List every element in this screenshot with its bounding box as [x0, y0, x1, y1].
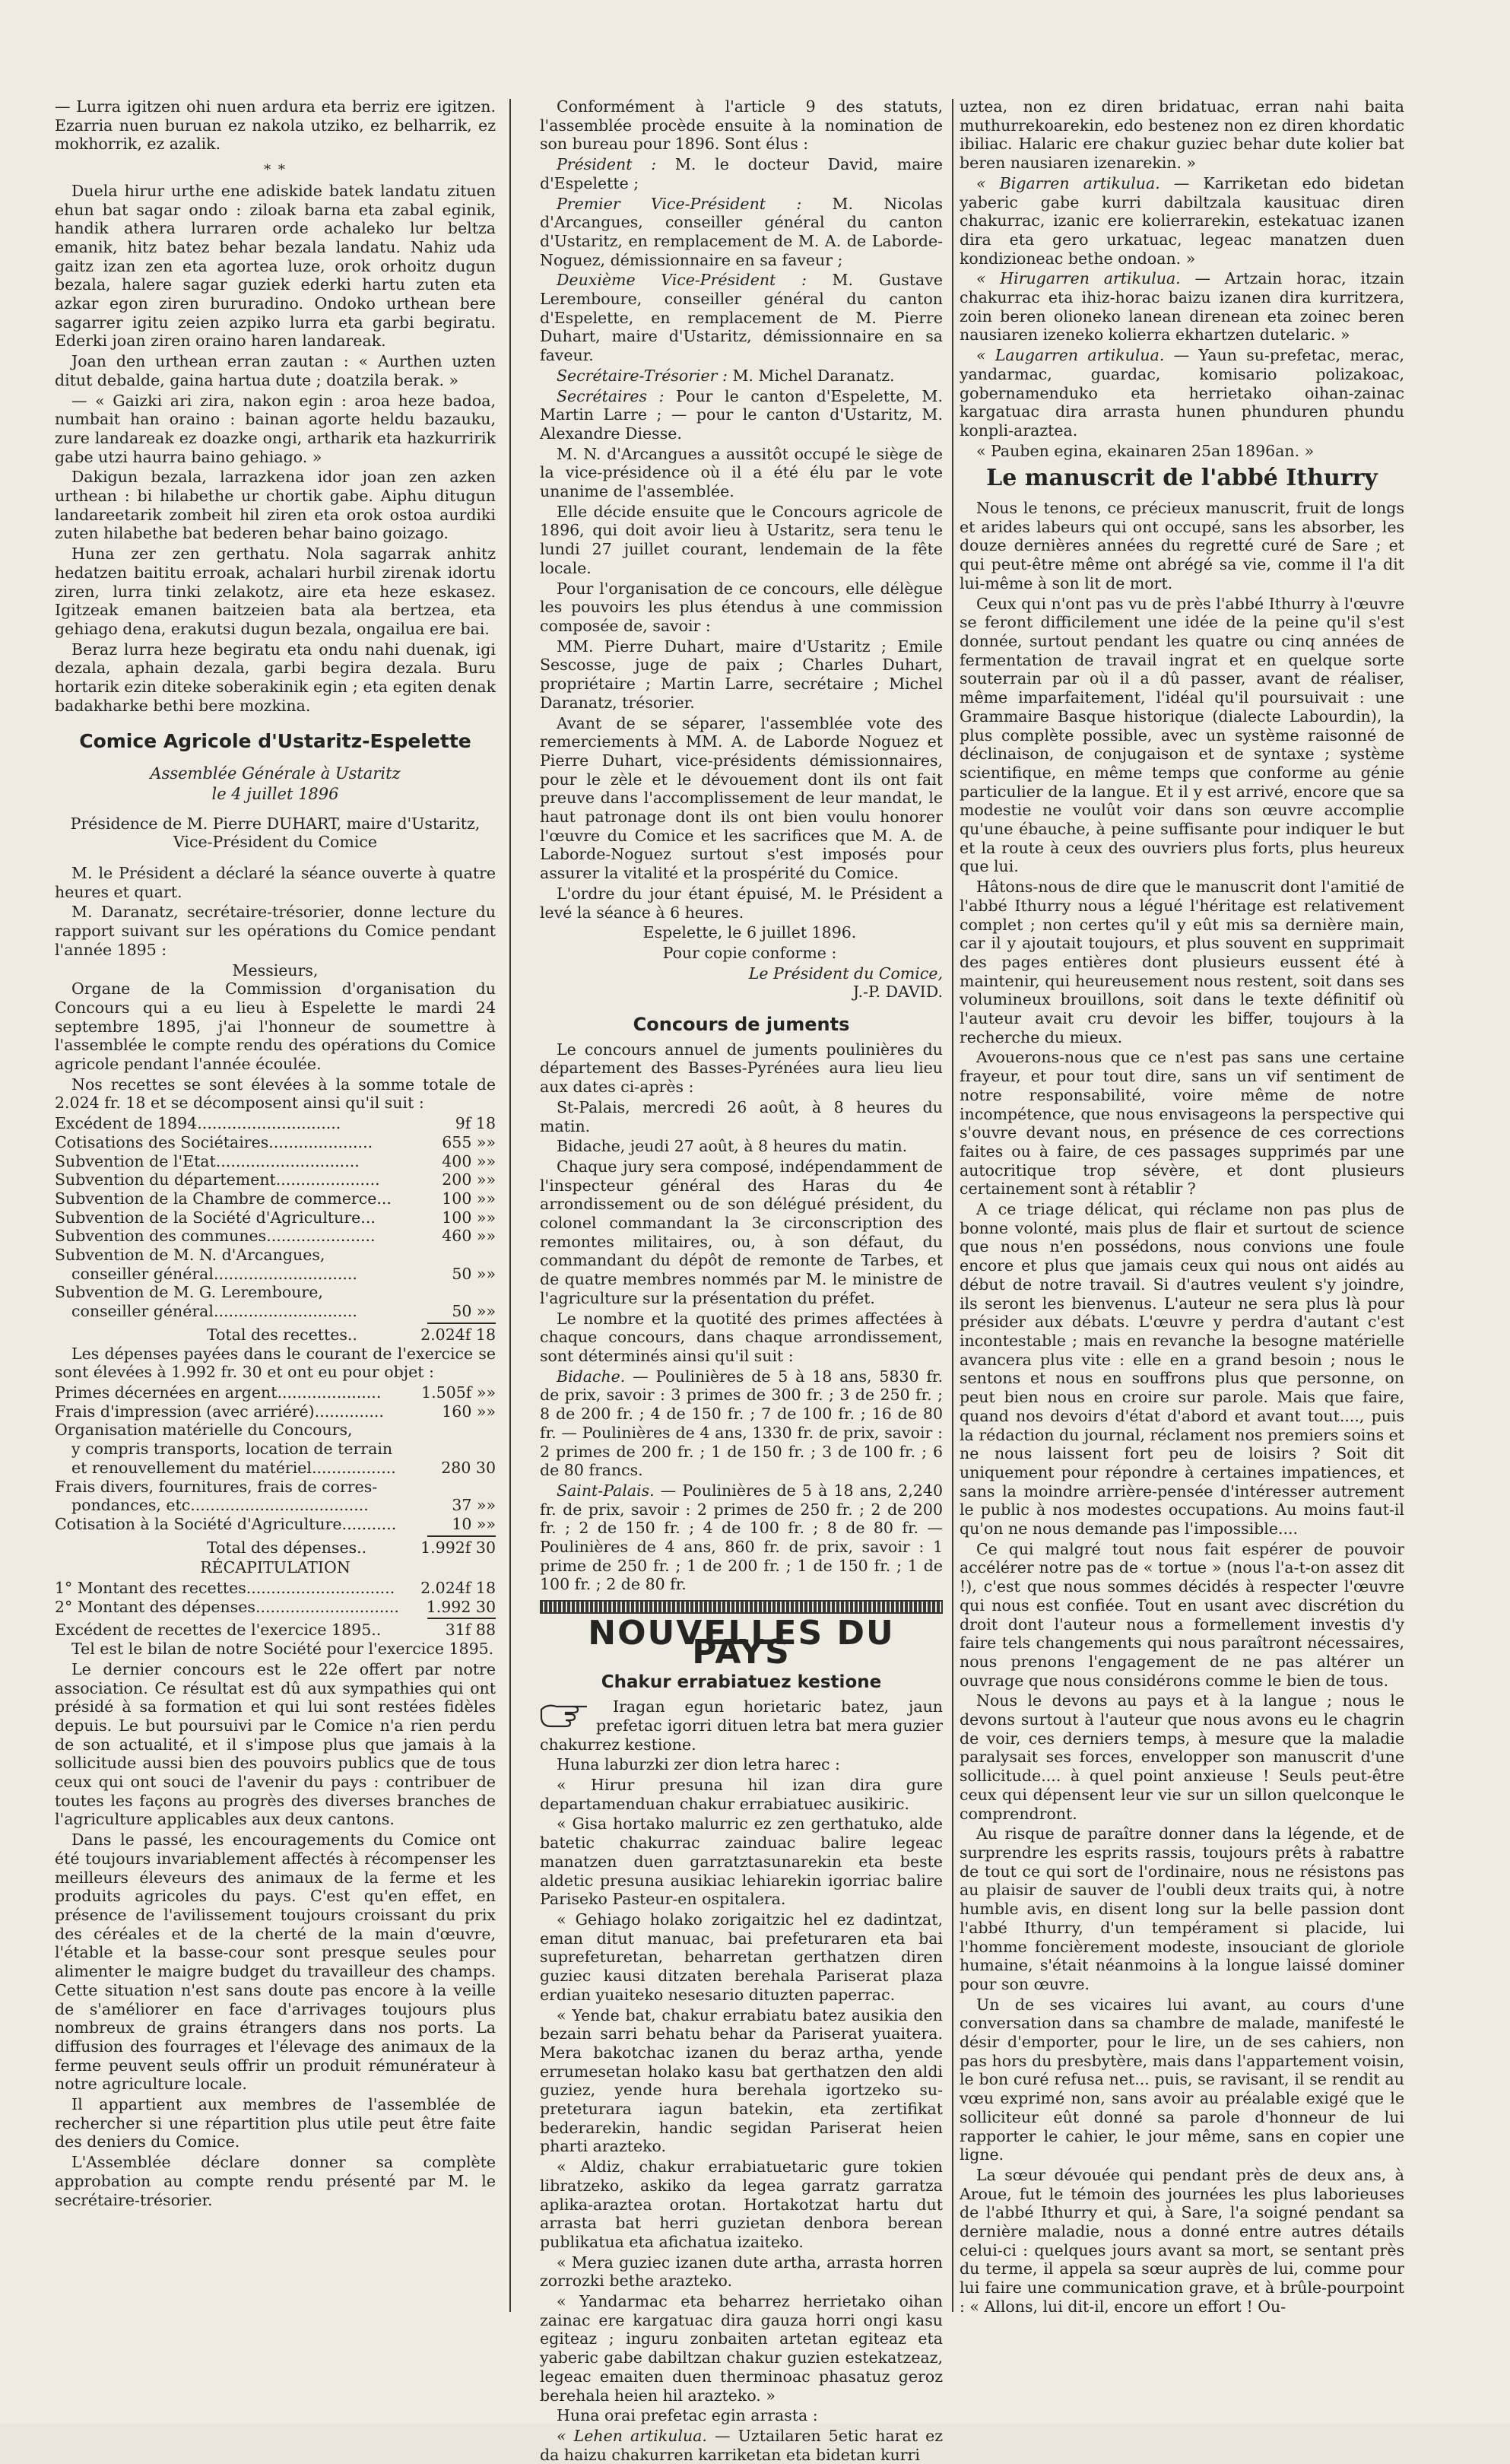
- row-value: 100 »»: [442, 1189, 496, 1208]
- recap-heading: RÉCAPITULATION: [200, 1558, 351, 1577]
- heading-manuscrit: Le manuscrit de l'abbé Ithurry: [986, 465, 1378, 492]
- paragraph: — Lurra igitzen ohi nuen ardura eta berriz ere igitzen. Ezarria nuen buruan ez nakola utziko, ez belharrik, ez mokhorrik, ez azalik.: [55, 97, 496, 154]
- column-1: [55, 97, 496, 2394]
- paragraph: « Mera guziec izanen dute artha, arrasta horren zorrozki bethe arazteko.: [540, 2253, 943, 2291]
- row-value: 100 »»: [442, 1208, 496, 1227]
- copy-line: Pour copie conforme :: [662, 943, 837, 962]
- row-value: 9f 18: [455, 1114, 496, 1133]
- total-value: 1.992f 30: [420, 1538, 496, 1557]
- subheading-date: le 4 juillet 1896: [211, 784, 339, 803]
- paragraph: — « Gaizki ari zira, nakon egin : aroa heze badoa, numbait han oraino : bainan agorte heldu bazauku, zure landareak ez doazke ongi, artharik eta hazkurririk gabe utzi haurra baino gehiago. »: [55, 391, 496, 466]
- paragraph: uztea, non ez diren bridatuac, erran nahi baita muthurrekoarekin, edo bestenez non ez diren khordatic ibiliac. Halaric ere chakur guziec behar dute kolier bat beren nausiaren izenarekin. »: [960, 97, 1404, 173]
- heading-comice: Comice Agricole d'Ustaritz-Espelette: [79, 729, 471, 752]
- total-value: 2.024f 18: [420, 1325, 496, 1344]
- paragraph: L'Assemblée déclare donner sa complète approbation au compte rendu présenté par M. le secrétaire-trésorier.: [55, 2153, 496, 2209]
- signature-title: Le Président du Comice,: [748, 964, 943, 983]
- paragraph: Avant de se séparer, l'assemblée vote des remerciements à MM. A. de Laborde Noguez et Pierre Duhart, vice-présidents démissionnaires, pour le zèle et le dévouement dont ils ont fait preuve dans l'accomplissement de leur mandat, le haut patronage dont ils ont bien voulu honorer l'œuvre du Comice et les sacrifices que M. A. de Laborde-Noguez surtout s'est imposés pour assurer la vitalité et la prospérité du Comice.: [540, 713, 943, 883]
- role-label: Président :: [557, 155, 657, 174]
- total-row: [55, 1621, 496, 1640]
- table-row: [55, 1152, 496, 1171]
- recettes-table: [55, 1114, 496, 1344]
- role-label: Secrétaires :: [557, 386, 665, 405]
- paragraph: [540, 195, 943, 270]
- dateline: Espelette, le 6 juillet 1896.: [642, 923, 857, 942]
- paragraph: A ce triage délicat, qui réclame non pas plus de bonne volonté, mais plus de flair et surtout de science que nous n'en possédons, nous convions une foule encore et plus que jamais ceux qui nous ont aidés au début de notre travail. Si d'autres veulent s'y joindre, ils seront les bienvenus. L'auteur ne sera plus là pour présider aux débats. L'œuvre y perdra d'autant c'est incontestable ; mais en revanche la besogne matérielle avancera plus vite : elle en a grand besoin ; nous le sentons et nous en souffrons plus que personne, on peut bien nous en croire sur parole. Mais que faire, quand nos devoirs d'état d'abord et avant tout...., puis la rédaction du journal, réclament nos premiers soins et ne nous laissent fort peu de loisirs ? Soit dit uniquement pour répondre à certaines impatiences, et sans la moindre arrière-pensée d'intéresser autrement le public à nos modestes occupations. Au moins faut-il qu'on ne nous demande pas l'impossible....: [960, 1200, 1404, 1538]
- row-label: Subvention de M. G. Leremboure,: [55, 1283, 323, 1302]
- row-label: Subvention de la Chambre de commerce...: [55, 1189, 392, 1208]
- row-label: Subvention de l'Etat.............................: [55, 1151, 360, 1170]
- row-label: conseiller général.............................: [71, 1302, 357, 1321]
- table-row: [55, 1265, 496, 1284]
- table-row: [55, 1459, 496, 1478]
- paragraph: Les dépenses payées dans le courant de l'exercice se sont élevées à 1.992 fr. 30 et ont eu pour objet :: [55, 1344, 496, 1382]
- sum-rule: [427, 1535, 496, 1537]
- row-label: Cotisation à la Société d'Agriculture...........: [55, 1514, 397, 1533]
- paragraph: Beraz lurra heze begiratu eta ondu nahi duenak, igi dezala, aphain dezala, garbi begira dezala. Buru hortarik ezin diteke soberakinik egin ; eta egiten denak badakharke bethi bere mozkina.: [55, 640, 496, 715]
- paragraph: La sœur dévouée qui pendant près de deux ans, à Aroue, fut le témoin des journées les plus laborieuses de l'abbé Ithurry et qui, à Sare, l'a soigné pendant sa dernière maladie, nous a donné entre autres détails celui-ci : quelques jours avant sa mort, se sentant près du terme, il appela sa sœur auprès de lui, comme pour lui faire une communication grave, et à brûle-pourpoint : « Allons, lui dit-il, encore un effort ! Ou-: [960, 2165, 1404, 2316]
- role-text: M. Gustave Leremboure, conseiller général du canton d'Espelette, en remplacement de M. Pierre Duhart, maire d'Ustaritz, démissionnaire en sa faveur.: [540, 271, 943, 365]
- paragraph: [960, 174, 1404, 268]
- table-row: [55, 1227, 496, 1246]
- paragraph: Hâtons-nous de dire que le manuscrit dont l'amitié de l'abbé Ithurry nous a légué l'héritage est relativement complet ; non certes qu'il y eût mis sa dernière main, car il y ajoutait toujours, et plus souvent en supprimait des pages entières dont plusieurs eussent été à maintenir, qui heureusement nous restent, soit dans ses volumineux brouillons, soit dans le texte définitif où l'auteur avait cru devoir les biffer, toujours à la recherche du mieux.: [960, 878, 1404, 1046]
- total-label: Total des dépenses..: [207, 1538, 367, 1557]
- paragraph: Dans le passé, les encouragements du Comice ont été toujours invariablement affectés à récompenser les meilleurs éleveurs des animaux de la ferme et les produits agricoles du pays. C'est qu'en effet, en présence de l'avilissement toujours croissant du prix des céréales et de la cherté de la main d'œuvre, l'étable et la basse-cour sont presque seules pour alimenter le maigre budget du travailleur des champs. Cette situation n'est sans doute pas encore à la veille de s'améliorer en face d'arrivages toujours plus nombreux de grains étrangers dans nos ports. La diffusion des fourrages et l'élevage des animaux de la ferme peuvent seuls offrir un produit rémunérateur à notre agriculture locale.: [55, 1831, 496, 2094]
- paragraph: [540, 387, 943, 443]
- paragraph: Organe de la Commission d'organisation du Concours qui a eu lieu à Espelette le mardi 24 septembre 1895, j'ai l'honneur de soumettre à l'assemblée le compte rendu des opérations du Comice agricole pendant l'année écoulée.: [55, 980, 496, 1074]
- table-row: [55, 1515, 496, 1534]
- paragraph: « Gehiago holako zorigaitzic hel ez dadintzat, eman ditut manuac, bai prefeturaren eta bai suprefeturetan, beharretan gerthatzen diren guziec kausi ditzaten berehala Pariserat plaza erdian yuaiteko nesesario dituzten paperrac.: [540, 1910, 943, 2004]
- row-label: Subvention de la Société d'Agriculture...: [55, 1208, 376, 1227]
- role-label: Deuxième Vice-Président :: [557, 271, 807, 290]
- row-value: 37 »»: [452, 1496, 496, 1515]
- paragraph: Pour l'organisation de ce concours, elle délègue les pouvoirs les plus étendus à une commission composée de, savoir :: [540, 579, 943, 635]
- paragraph: « Aldiz, chakur errabiatuetaric gure tokien libratzeko, askiko da legea garratz garratza aplika-araztea orotan. Hortakotzat hartu dut arrasta bat herri guzietan denbora berean publikatua eta afichatua izaiteko.: [540, 2158, 943, 2251]
- table-row: [55, 1579, 496, 1598]
- row-value: 460 »»: [442, 1227, 496, 1246]
- presidence-line-2: Vice-Président du Comice: [173, 833, 378, 852]
- table-row: [55, 1302, 496, 1321]
- paragraph: Le nombre et la quotité des primes affectées à chaque concours, dans chaque arrondissement, sont déterminés ainsi qu'il suit :: [540, 1309, 943, 1365]
- paragraph: Nous le devons au pays et à la langue ; nous le devons surtout à l'auteur que nous avons eu le chagrin de voir, ces derniers temps, à mesure que la maladie paralysait ses forces, envelopper son manuscrit d'une sollicitude.... à quel point anxieuse ! Seuls peut-être ceux qui dépensent leur vie sur un sillon quelconque le comprendront.: [960, 1691, 1404, 1823]
- table-row: [55, 1402, 496, 1421]
- paragraph: [540, 1697, 943, 1754]
- table-row: [55, 1133, 496, 1152]
- table-row: [55, 1114, 496, 1133]
- paragraph: Ce qui malgré tout nous fait espérer de pouvoir accélérer notre pas de « tortue » (nous l'a-t-on assez dit !), c'est que nous sommes décidés à respecter l'œuvre qui nous est confiée. Tout en usant avec discrétion du droit dont l'auteur nous a formellement investis d'y faire tels changements qui nous paraîtront nécessaires, nous prenons l'engagement de ne pas altérer un ouvrage que nous considérons comme le bien de tous.: [960, 1539, 1404, 1690]
- table-row: [55, 1189, 496, 1208]
- paragraph: Le dernier concours est le 22e offert par notre association. Ce résultat est dû aux sympathies qui ont présidé à sa formation et qui lui sont restées fidèles depuis. Le but poursuivi par le Comice n'a rien perdu de son actualité, et il s'impose plus que jamais à la sollicitude aussi bien des pouvoirs publics que de tous ceux qui ont souci de l'avenir du pays : contribuer de toutes les façons au progrès des diverses branches de l'agriculture applicables aux deux cantons.: [55, 1659, 496, 1829]
- row-label: y compris transports, location de terrain: [71, 1440, 393, 1459]
- article-text: — Uztailaren 5etic harat ez da haizu chakurren karriketan eta bidetan kurri: [540, 2426, 943, 2464]
- sum-rule: [427, 1618, 496, 1619]
- article-label: « Lehen artikulua.: [557, 2426, 707, 2445]
- article-text: — Artzain horac, itzain chakurrac eta ihiz-horac baizu izanen dira kurritzera, zoin beren olioneko lanean direnean eta zoinec beren nausiaren izeneko kolierra ekhartzen dutelaric. »: [960, 269, 1404, 345]
- row-label: pondances, etc....................................: [71, 1496, 369, 1515]
- paragraph: M. Daranatz, secrétaire-trésorier, donne lecture du rapport suivant sur les opérations du Comice pendant l'année 1895 :: [55, 903, 496, 959]
- article-text: — Yaun su-prefetac, merac, yandarmac, guardac, komisario polizakoac, gobernamenduko eta herrietako oihan-zainac kargatuac dira arrasta hunen phunduren phundu konpli-araztea.: [960, 346, 1404, 440]
- paragraph: [540, 1481, 943, 1594]
- paragraph: St-Palais, mercredi 26 août, à 8 heures du matin.: [540, 1097, 943, 1135]
- ornamental-band: [540, 1600, 943, 1614]
- role-label: Premier Vice-Président :: [557, 194, 802, 213]
- column-divider: [952, 99, 953, 2312]
- paragraph: Conformément à l'article 9 des statuts, l'assemblée procède ensuite à la nomination de son bureau pour 1896. Sont élus :: [540, 97, 943, 154]
- table-row: [55, 1208, 496, 1227]
- paragraph: Huna zer zen gerthatu. Nola sagarrak anhitz hedatzen baititu erroak, achalari hurbil zirenak idortu ziren, lurra tinki zelakotz, aire eta heze eskasez. Igitzeak emanen baitzeien bata ala bertzea, eta gehiago dena, erakutsi dugun bezala, ongailua ere bai.: [55, 545, 496, 638]
- role-label: Secrétaire-Trésorier :: [557, 366, 728, 385]
- row-value: 160 »»: [442, 1402, 496, 1421]
- role-text: M. Michel Daranatz.: [727, 366, 895, 385]
- row-label: Subvention de M. N. d'Arcangues,: [55, 1246, 325, 1265]
- row-label: Primes décernées en argent.....................: [55, 1383, 382, 1402]
- heading-concours: Concours de juments: [633, 1014, 850, 1036]
- article-label: « Hirugarren artikulua.: [976, 269, 1181, 288]
- table-row: [55, 1383, 496, 1402]
- row-value: 280 30: [441, 1458, 496, 1477]
- row-value: 400 »»: [442, 1151, 496, 1170]
- paragraph: « Yende bat, chakur errabiatu batez ausikia den bezain sarri behatu behar da Pariserat yuaitera. Mera bakotchac izanen du beraz artha, yende errumesetan holako kasu bat gerthatzen den aldi guziez, yende hura berehala igortzeko su-preteturara iagun batekin, eta zertifikat bederarekin, handic segidan Pariserat heien pharti arazteko.: [540, 2005, 943, 2156]
- row-value: 50 »»: [452, 1264, 496, 1283]
- article-text: — Karriketan edo bidetan yaberic gabe kurri dabiltzala kausituac diren chakurrac, izanic ere kolierrarekin, estekatuac izanen dira eta gero urkatuac, legeac manatzen duen kondizioneac bethe ondoan. »: [960, 173, 1404, 268]
- paragraph: Nous le tenons, ce précieux manuscrit, fruit de longs et arides labeurs qui ont occupé, sans les absorber, les douze dernières années du regretté curé de Sare ; et qui peut-être même ont abrégé sa vie, comme il l'a dit lui-même à son lit de mort.: [960, 499, 1404, 592]
- row-label: conseiller général.............................: [71, 1264, 357, 1283]
- total-value: 31f 88: [445, 1621, 496, 1640]
- paragraph: [540, 2427, 943, 2464]
- role-text: Pour le canton d'Espelette, M. Martin Larre ; — pour le canton d'Ustaritz, M. Alexandre Diesse.: [540, 386, 943, 443]
- paragraph: Tel est le bilan de notre Société pour l'exercice 1895.: [71, 1640, 494, 1659]
- paragraph: M. N. d'Arcangues a aussitôt occupé le siège de la vice-présidence où il a été élu par le vote unanime de l'assemblée.: [540, 444, 943, 501]
- heading-nouvelles: NOUVELLES DU PAYS: [588, 1614, 895, 1672]
- row-label: Subvention des communes......................: [55, 1227, 376, 1246]
- paragraph: Il appartient aux membres de l'assemblée de rechercher si une répartition plus utile peut être faite des deniers du Comice.: [55, 2095, 496, 2151]
- total-label: Excédent de recettes de l'exercice 1895..: [55, 1621, 382, 1640]
- depenses-table: [55, 1383, 496, 1557]
- presidence-line: Présidence de M. Pierre DUHART, maire d'Ustaritz,: [70, 814, 481, 833]
- column-3: [960, 97, 1404, 2394]
- row-label: Subvention du département.....................: [55, 1170, 380, 1189]
- row-label: 1° Montant des recettes..............................: [55, 1579, 395, 1598]
- paragraph: Nos recettes se sont élevées à la somme totale de 2.024 fr. 18 et se décomposent ainsi qu'il suit :: [55, 1075, 496, 1113]
- paragraph: Huna laburzki zer dion letra harec :: [557, 1755, 840, 1774]
- paragraph: « Hirur presuna hil izan dira gure departamenduan chakur errabiatuec ausikiric.: [540, 1776, 943, 1813]
- row-value: 655 »»: [442, 1132, 496, 1151]
- paragraph: [540, 367, 943, 386]
- table-row: [55, 1170, 496, 1189]
- subheading-assemblee: Assemblée Générale à Ustaritz: [150, 764, 401, 783]
- article-label: « Bigarren artikulua.: [976, 173, 1160, 192]
- paragraph: Huna orai prefetac egin arrasta :: [557, 2406, 818, 2425]
- place-label: Bidache.: [557, 1367, 626, 1386]
- role-text: M. le docteur David, maire d'Espelette ;: [540, 155, 943, 192]
- row-label: Excédent de 1894.............................: [55, 1114, 341, 1133]
- total-row: [55, 1538, 496, 1557]
- paragraph: Ceux qui n'ont pas vu de près l'abbé Ithurry à l'œuvre se feront difficilement une idée de la peine qu'il s'est donnée, surtout pendant les quatre ou cinq années de fermentation de travail ingrat et en quelque sorte souterrain par où il a dû passer, avant de réaliser, même imparfaitement, l'idéal qu'il poursuivait : une Grammaire Basque historique (dialecte Labourdin), la plus complète possible, avec un système raisonné de déclinaison, de conjugaison et de syntaxe ; système scientifique, en même temps que conforme au génie particulier de la langue. Et il y est arrivé, encore que sa modestie ne voulût voir dans son œuvre accomplie qu'une ébauche, à peine suffisante pour indiquer le but et la route à ceux des ouvriers plus forts, plus heureux que lui.: [960, 594, 1404, 876]
- place-text: — Poulinières de 5 à 18 ans, 2,240 fr. de prix, savoir : 2 primes de 250 fr. ; 2 de 200 fr. ; 2 de 150 fr. ; 4 de 100 fr. ; 8 de 80 fr. — Poulinières de 4 ans, 860 fr. de prix, savoir : 1 prime de 250 fr. ; 1 de 200 fr. ; 1 de 150 fr. ; 1 de 100 fr. ; 2 de 80 fr.: [540, 1481, 943, 1594]
- heading-chakur: Chakur errabiatuez kestione: [601, 1672, 882, 1692]
- table-row: [55, 1496, 496, 1515]
- row-value: 1.992 30: [426, 1597, 496, 1616]
- paragraph: MM. Pierre Duhart, maire d'Ustaritz ; Emile Sescosse, juge de paix ; Charles Duhart, propriétaire ; Martin Larre, secrétaire ; Michel Daranatz, trésorier.: [540, 637, 943, 712]
- role-text: M. Nicolas d'Arcangues, conseiller général du canton d'Ustaritz, en remplacement de M. A. de Laborde-Noguez, démissionnaire en sa faveur ;: [540, 194, 943, 269]
- paragraph: Bidache, jeudi 27 août, à 8 heures du matin.: [557, 1137, 908, 1156]
- paragraph: Dakigun bezala, larrazkena idor joan zen azken urthean : bi hilabethe ur chortik gabe. Aiphu ditugun landareetarik zombeit hil ziren eta orok ostoa aurdiki zuten hilabethe bat bederen behar baino goizago.: [55, 468, 496, 543]
- paragraph: [540, 1367, 943, 1480]
- sum-rule: [427, 1322, 496, 1324]
- paragraph: Au risque de paraître donner dans la légende, et de surprendre les esprits rassis, toujours prêts à rabattre de tout ce qui sort de l'ordinaire, nous ne résistons pas au plaisir de sauver de l'oubli deux traits qui, à notre humble avis, en disent long sur la belle passion dont l'abbé Ithurry, d'un tempérament si placide, lui l'homme foncièrement modeste, insouciant de gloriole humaine, s'était néanmoins à la longue laissé dominer pour son œuvre.: [960, 1824, 1404, 1993]
- total-row: [55, 1326, 496, 1345]
- total-label: Total des recettes..: [207, 1325, 357, 1344]
- row-label: Cotisations des Sociétaires.....................: [55, 1132, 373, 1151]
- row-value: 50 »»: [452, 1302, 496, 1321]
- column-divider: [509, 99, 511, 2312]
- salutation: Messieurs,: [232, 961, 319, 980]
- paragraph: Joan den urthean erran zautan : « Aurthen uzten ditut debalde, gaina hartua dute ; doatzila berak. »: [55, 352, 496, 389]
- row-label: et renouvellement du matériel.................: [71, 1458, 396, 1477]
- row-label: Organisation matérielle du Concours,: [55, 1421, 353, 1440]
- paragraph: Duela hirur urthe ene adiskide batek landatu zituen ehun bat sagar ondo : ziloak barna eta zabal eginik, handik athera lurraren orde achaleko lur beltza emanik, hitz batez behar bezala landatu. Nahiz uda gaitz izan zen eta agortea luze, orok orhoitz dugun bezala, halere sagar guziek ederki hartu zuten eta azkar egon ziren bururadino. Ondoko urthean bere sagarrer igitu zeien azpiko lurra eta garbi begiratu. Ederki joan ziren oraino haren landareak.: [55, 181, 496, 351]
- section-stars: * *: [264, 162, 287, 179]
- paragraph: Elle décide ensuite que le Concours agricole de 1896, qui doit avoir lieu à Ustaritz, sera tenu le lundi 27 juillet courant, lendemain de la fête locale.: [540, 502, 943, 577]
- row-label: 2° Montant des dépenses.............................: [55, 1597, 399, 1616]
- row-label: Frais d'impression (avec arriéré)..............: [55, 1402, 384, 1421]
- paragraph: M. le Président a déclaré la séance ouverte à quatre heures et quart.: [55, 864, 496, 901]
- paragraph: [540, 271, 943, 365]
- paragraph: « Gisa hortako malurric ez zen gerthatuko, alde batetic chakurrac zainduac balire legeac manatzen duen garratztasunarekin eta beste aldetic presuna ausikiac lehiarekin igorriac balire Pariseko Pasteur-en ospitalera.: [540, 1815, 943, 1909]
- paragraph: [960, 346, 1404, 440]
- paragraph: L'ordre du jour étant épuisé, M. le Président a levé la séance à 6 heures.: [540, 884, 943, 922]
- row-value: 1.505f »»: [421, 1383, 496, 1402]
- signature-name: J.-P. DAVID.: [852, 983, 943, 1002]
- paragraph-text: Iragan egun horietaric batez, jaun prefetac igorri dituen letra bat mera guzier chakurrez kestione.: [540, 1697, 943, 1754]
- paragraph: Chaque jury sera composé, indépendamment de l'inspecteur général des Haras du 4e arrondissement ou de son délégué président, du colonel commandant la 3e circonscription des remontes militaires, ou, à son défaut, du commandant du dépôt de remonte de Tarbes, et de quatre membres nommés par M. le ministre de l'agriculture sur la présentation du préfet.: [540, 1157, 943, 1307]
- paragraph: Avouerons-nous que ce n'est pas sans une certaine frayeur, et pour tout dire, sans un vif sentiment de notre responsabilité, voire même de notre incompétence, que nous envisageons la perspective qui s'ouvre devant nous, en présence de ces corrections faites ou à faire, de ces passages supprimés par une autocritique trop sévère, et dont plusieurs certainement sont à rétablir ?: [960, 1048, 1404, 1199]
- paragraph: Un de ses vicaires lui avant, au cours d'une conversation dans sa chambre de malade, manifesté le désir d'emporter, pour le lire, un de ses cahiers, non pas hors du presbytère, mais dans l'appartement voisin, le bon curé refusa net... puis, se ravisant, il se rendit au vœu exprimé non, sans avoir au préalable exigé que le solliciteur eût donné sa parole d'honneur de lui rapporter le cahier, le jour même, sans en copier une ligne.: [960, 1995, 1404, 2164]
- column-2: [540, 97, 943, 2464]
- row-value: 2.024f 18: [420, 1579, 496, 1598]
- place-label: Saint-Palais.: [557, 1481, 655, 1500]
- table-row: [55, 1598, 496, 1617]
- pointing-hand-icon: [540, 1699, 588, 1729]
- article-label: « Laugarren artikulua.: [976, 346, 1165, 365]
- paragraph: [540, 155, 943, 192]
- row-label: Frais divers, fournitures, frais de corres-: [55, 1477, 378, 1496]
- row-value: 10 »»: [452, 1514, 496, 1533]
- place-text: — Poulinières de 5 à 18 ans, 5830 fr. de prix, savoir : 3 primes de 300 fr. ; 3 de 250 fr. ; 8 de 200 fr. ; 4 de 150 fr. ; 7 de 100 fr. ; 16 de 80 fr. — Poulinières de 4 ans, 1330 fr. de prix, savoir : 2 primes de 200 fr. ; 1 de 150 fr. ; 3 de 100 fr. ; 6 de 80 francs.: [540, 1367, 943, 1480]
- paragraph: « Pauben egina, ekainaren 25an 1896an. »: [976, 441, 1315, 460]
- paragraph: [960, 269, 1404, 345]
- row-value: 200 »»: [442, 1170, 496, 1189]
- paragraph: Le concours annuel de juments poulinières du département des Basses-Pyrénées aura lieu lieu aux dates ci-après :: [540, 1040, 943, 1097]
- paragraph: « Yandarmac eta beharrez herrietako oihan zainac ere kargatuac dira gauza horri ongi kasu egiteaz ; inguru zonbaiten artetan egiteaz eta yaberic gabe dabiltzan chakur guzien estekatzeaz, legeac emaiten duen therminoac phasatuz geroz berehala heien hil arazteko. »: [540, 2292, 943, 2405]
